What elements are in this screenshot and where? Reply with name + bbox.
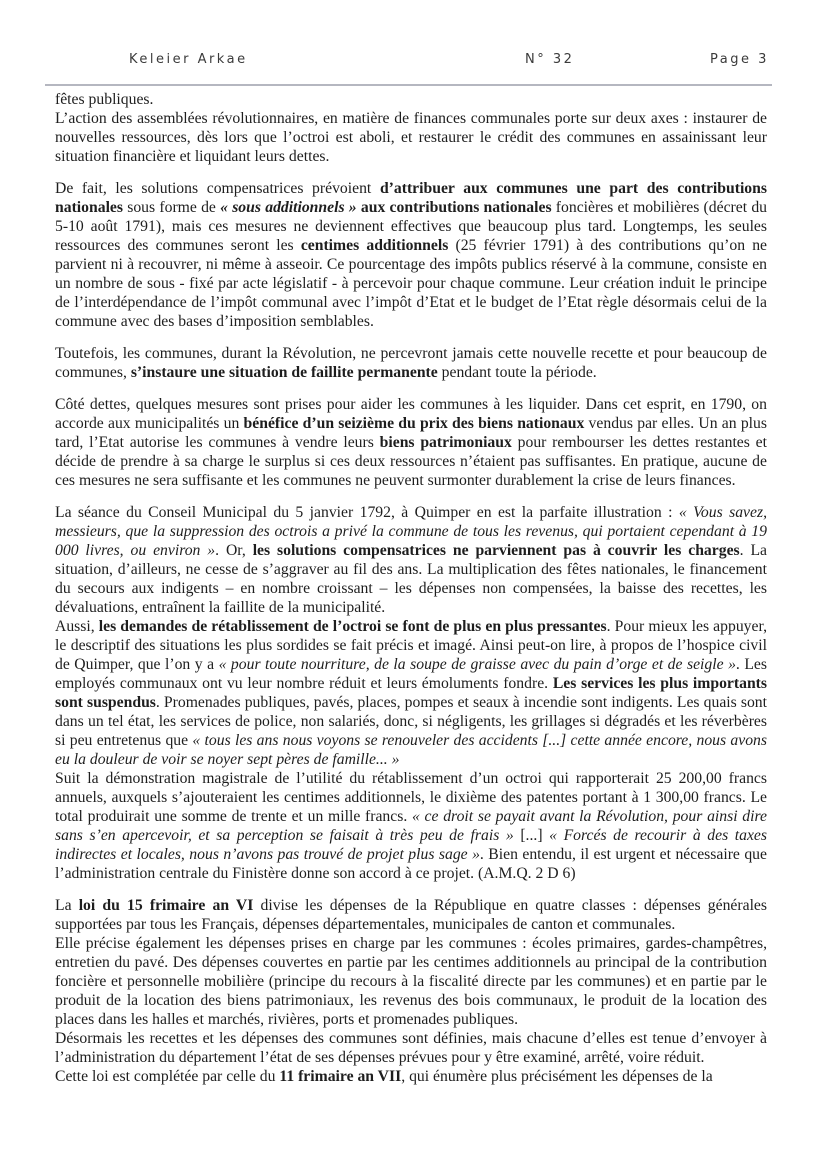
text-run: pendant toute la période.	[437, 364, 597, 381]
text-run: « tous les ans nous voyons se renouveler des accidents [...] cette année encore, nous avons eu la douleur de voir se noyer sept pères de famille... »	[55, 732, 768, 768]
paragraph	[55, 617, 767, 769]
text-run: « sous additionnels »	[220, 199, 357, 216]
text-run: « ce droit se payait avant la Révolution, pour ainsi dire sans s’en apercevoir, et sa perception se faisait à très peu de frais »	[55, 808, 767, 844]
text-run: loi du 15 frimaire an VI	[78, 897, 254, 914]
text-run: . Pour mieux les appuyer, le descriptif des situations les plus sordides se fait précis et imagé. Ainsi peut-on lire, à propos de l’hospice civil de Quimper, que l’on y a	[55, 618, 767, 673]
text-run: Désormais les recettes et les dépenses des communes sont définies, mais chacune d’elles est tenue d’envoyer à l’administration du département l’état de ses dépenses prévues pour y être examiné, arrêté, voire réduit.	[55, 1030, 767, 1066]
text-run: Aussi,	[55, 618, 99, 635]
text-run: Côté dettes, quelques mesures sont prises pour aider les communes à les liquider. Dans cet esprit, en 1790, on accorde aux municipalités un	[55, 396, 767, 432]
text-run: . La situation, d’ailleurs, ne cesse de s’aggraver au fil des ans. La multiplication des fêtes nationales, le financement du secours aux indigents – en nombre croissant – les dépenses non compensées, la baisse des recettes, les dévaluations, entraînent la faillite de la municipalité.	[55, 542, 768, 616]
text-run: Cette loi est complétée par celle du	[55, 1068, 280, 1085]
page-header	[0, 0, 818, 84]
text-run: centimes additionnels	[300, 237, 449, 254]
text-run: « Forcés de recourir à des taxes indirectes et locales, nous n’avons pas trouvé de projet plus sage »	[55, 827, 767, 863]
text-run: sous forme de	[123, 199, 221, 216]
text-run: aux contributions nationales	[360, 199, 552, 216]
text-run: foncières et mobilières (décret du 5-10 août 1791), mais ces mesures ne deviennent effectives que beaucoup plus tard. Longtemps, les seules ressources des communes seront les	[55, 199, 768, 254]
paragraph	[55, 395, 767, 490]
paragraph	[55, 179, 767, 331]
paragraph	[55, 503, 767, 617]
issue-number: N° 32	[525, 52, 575, 67]
paragraph	[55, 934, 767, 1029]
text-run: De fait, les solutions compensatrices prévoient	[55, 180, 380, 197]
text-run: Elle précise également les dépenses prises en charge par les communes : écoles primaires, gardes-champêtres, entretien du pavé. Des dépenses couvertes en partie par les centimes additionnels au principal de la contribution foncière et personnelle mobilière (principe du recours à la fiscalité directe par les communes) et en partie par le produit de la location des biens patrimoniaux, les revenus des bois communaux, le produit de la location des places dans les halles et marchés, rivières, ports et promenades publiques.	[55, 935, 767, 1028]
text-run: . Promenades publiques, pavés, places, pompes et seaux à incendie sont indigents. Les quais sont dans un tel état, les services de police, non salariés, donc, si négligents, les grillages si dégradés et les réverbères si peu entretenus que	[55, 694, 767, 749]
paragraph	[55, 344, 767, 382]
document-body	[55, 90, 767, 1086]
text-run: s’instaure une situation de faillite permanente	[130, 364, 438, 381]
text-run: . Les employés communaux ont vu leur nombre réduit et leurs émoluments fondre.	[55, 656, 767, 692]
text-run: biens patrimoniaux	[379, 434, 512, 451]
text-run: [...]	[513, 827, 550, 844]
text-run: les demandes de rétablissement de l’octroi se font de plus en plus pressantes	[98, 618, 607, 635]
text-run: « pour toute nourriture, de la soupe de graisse avec du pain d’orge et de seigle »	[218, 656, 736, 673]
text-run: La	[55, 897, 79, 914]
paragraph	[55, 90, 767, 109]
text-run: Toutefois, les communes, durant la Révolution, ne percevront jamais cette nouvelle recette et pour beaucoup de communes,	[55, 345, 767, 381]
text-run: « Vous savez, messieurs, que la suppression des octrois a privé la commune de tous les revenus, qui portaient cependant à 19 000 livres, ou environ »	[55, 504, 768, 559]
page-number: Page 3	[710, 52, 769, 67]
text-run: Les services les plus importants sont suspendus	[55, 675, 768, 711]
text-run: . Or,	[215, 542, 253, 559]
text-run: vendus par elles. Un an plus tard, l’Etat autorise les communes à vendre leurs	[55, 415, 767, 451]
publication-title: Keleier Arkae	[129, 52, 248, 67]
text-run: L’action des assemblées révolutionnaires, en matière de finances communales porte sur deux axes : instaurer de nouvelles ressources, dès lors que l’octroi est aboli, et restaurer le crédit des communes en assainissant leur situation financière et liquidant leurs dettes.	[55, 110, 767, 165]
text-run: d’attribuer aux communes une part des contributions nationales	[55, 180, 767, 216]
paragraph	[55, 109, 767, 166]
text-run: fêtes publiques.	[55, 91, 154, 108]
paragraph	[55, 1029, 767, 1067]
text-run: pour rembourser les dettes restantes et décide de prendre à sa charge le surplus si ces deux ressources n’étaient pas suffisantes. En pratique, aucune de ces mesures ne sera suffisante et les communes ne peuvent surmonter durablement la crise de leurs finances.	[55, 434, 767, 489]
text-run: 11 frimaire an VII	[279, 1068, 402, 1085]
paragraph	[55, 1067, 767, 1086]
paragraph	[55, 896, 767, 934]
text-run: . Bien entendu, il est urgent et nécessaire que l’administration centrale du Finistère donne son accord à ce projet. (A.M.Q. 2 D 6)	[55, 846, 767, 882]
text-run: les solutions compensatrices ne parviennent pas à couvrir les charges	[252, 542, 740, 559]
text-run: La séance du Conseil Municipal du 5 janvier 1792, à Quimper en est la parfaite illustration :	[55, 504, 679, 521]
text-run: divise les dépenses de la République en quatre classes : dépenses générales supportées par tous les Français, dépenses départementales, municipales de canton et communales.	[55, 897, 767, 933]
header-divider	[45, 84, 772, 86]
text-run: (25 février 1791) à des contributions qu’on ne parvient ni à recouvrer, ni même à asseoir. Ce pourcentage des impôts publics réservé à la commune, consiste en un nombre de sous - fixé par acte législatif - à percevoir pour chaque commune. Leur création induit le principe de l’interdépendance de l’impôt communal avec l’impôt d’Etat et le budget de l’Etat règle désormais celui de la commune avec des bases d’imposition semblables.	[55, 237, 768, 330]
paragraph	[55, 769, 767, 883]
text-run: , qui énumère plus précisément les dépenses de la	[401, 1068, 713, 1085]
text-run: bénéfice d’un seizième du prix des biens nationaux	[243, 415, 585, 432]
text-run: Suit la démonstration magistrale de l’utilité du rétablissement d’un octroi qui rapporterait 25 200,00 francs annuels, auxquels s’ajouteraient les centimes additionnels, le dixième des patentes portant à 1 300,00 francs. Le total produirait une somme de trente et un mille francs.	[55, 770, 767, 825]
